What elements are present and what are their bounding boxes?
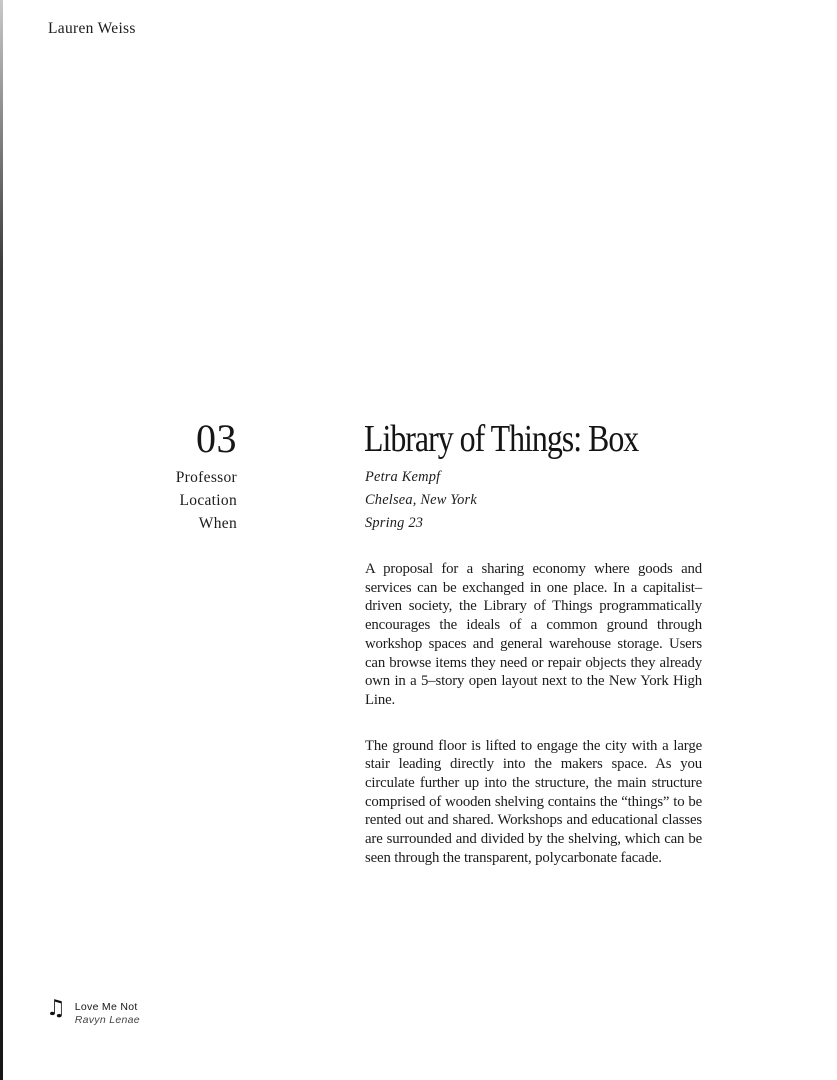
project-description — [365, 560, 702, 895]
music-notes-icon: ♫ — [46, 996, 66, 1021]
author-name: Lauren Weiss — [48, 20, 136, 37]
project-number: 03 — [196, 416, 237, 461]
now-playing-text — [75, 997, 140, 1027]
meta-label-professor: Professor — [175, 469, 237, 486]
track-title: Love Me Not — [74, 1001, 138, 1013]
track-artist: Ravyn Lenae — [74, 1014, 140, 1026]
project-title: Library of Things: Box — [364, 418, 639, 460]
page-edge-shadow — [0, 0, 3, 1080]
description-paragraph-2: The ground floor is lifted to engage the city with a large stair leading directly into the makers space. As you circulate further up into the structure, the main structure comprised of wooden shelving contains the “things” to be rented out and shared. Workshops and educational classes are surrounded and divided by the shelving, which can be seen through the transparent, polycarbonate facade. — [365, 737, 702, 866]
meta-label-location: Location — [179, 492, 237, 510]
description-paragraph-1: A proposal for a sharing economy where goods and services can be exchanged in one place. In a capitalist–driven society, the Library of Things programmatically encourages the ideals of a common ground through workshop spaces and general warehouse storage. Users can browse items they need or repair objects they already own in a 5–story open layout next to the New York High Line. — [365, 561, 702, 708]
project-meta-labels — [0, 466, 237, 536]
now-playing — [46, 997, 140, 1027]
meta-value-professor: Petra Kempf — [365, 469, 441, 485]
project-meta-values — [365, 466, 705, 536]
meta-label-when: When — [198, 515, 237, 533]
meta-value-location: Chelsea, New York — [365, 492, 477, 509]
meta-value-when: Spring 23 — [365, 515, 424, 532]
